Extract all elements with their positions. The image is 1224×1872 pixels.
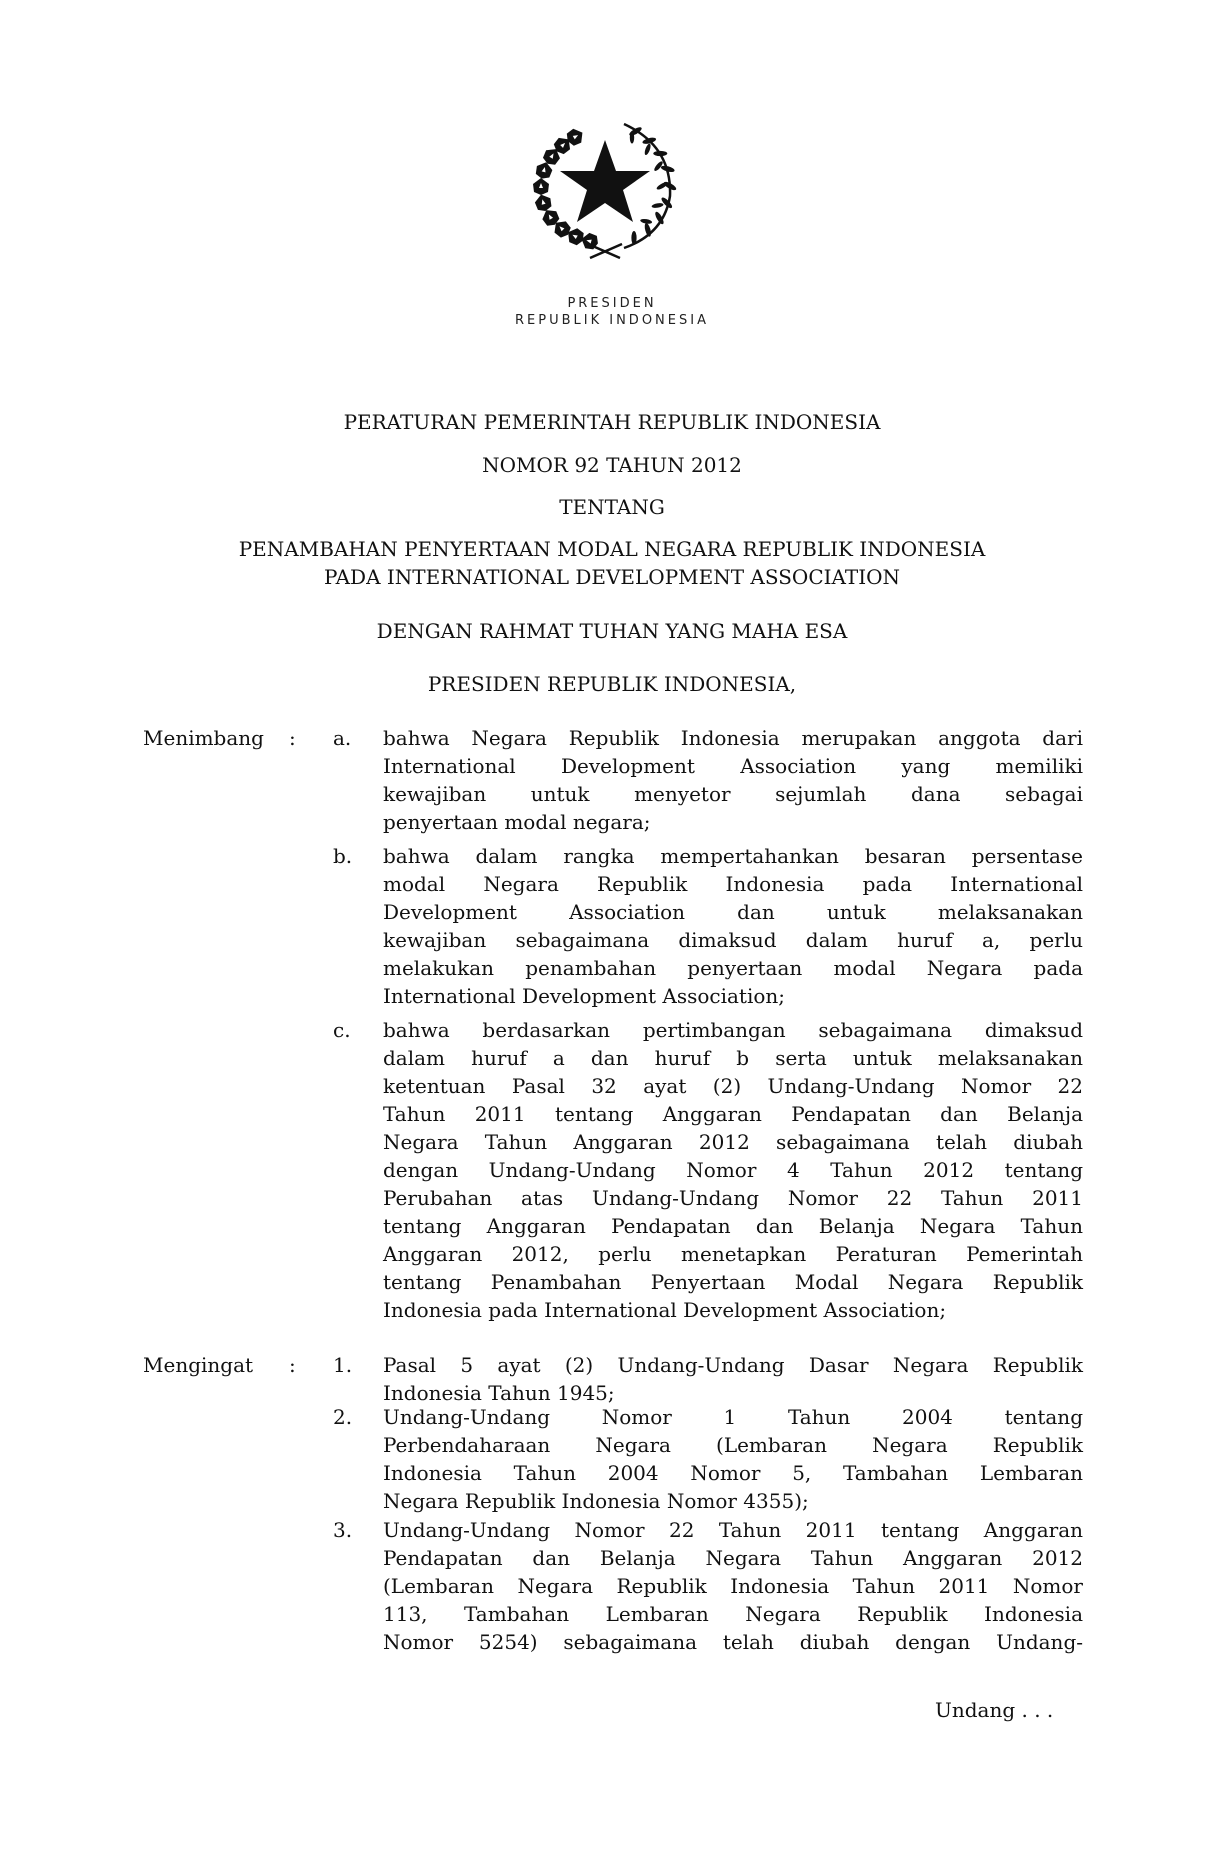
text-line: tentang Penambahan Penyertaan Modal Negara Republik [383,1270,1083,1294]
text-line: Indonesia pada International Development Association; [383,1298,947,1322]
text-line: Tahun 2011 tentang Anggaran Pendapatan dan Belanja [383,1102,1083,1126]
text-line: ketentuan Pasal 32 ayat (2) Undang-Undang Nomor 22 [383,1074,1083,1098]
issuer: PRESIDEN REPUBLIK INDONESIA, [427,672,797,696]
menimbang-item-a [383,724,1083,836]
text-line: tentang Anggaran Pendapatan dan Belanja Negara Tahun [383,1214,1083,1238]
text-line: Nomor 5254) sebagaimana telah diubah dengan Undang- [383,1630,1083,1654]
mengingat-label: Mengingat [143,1353,254,1377]
text-line: Pasal 5 ayat (2) Undang-Undang Dasar Negara Republik [383,1353,1083,1377]
menimbang-item-c-marker: c. [333,1018,351,1042]
menimbang-item-a-marker: a. [333,726,352,750]
page-continuation: Undang . . . [935,1698,1054,1722]
text-line: 113, Tambahan Lembaran Negara Republik Indonesia [383,1602,1083,1626]
text-line: dalam huruf a dan huruf b serta untuk melaksanakan [383,1046,1083,1070]
menimbang-colon: : [289,726,296,750]
text-line: Negara Tahun Anggaran 2012 sebagaimana telah diubah [383,1130,1083,1154]
regulation-number: NOMOR 92 TAHUN 2012 [482,453,742,477]
text-line: melakukan penambahan penyertaan modal Negara pada [383,956,1083,980]
text-line: Indonesia Tahun 1945; [383,1381,615,1405]
text-line: kewajiban untuk menyetor sejumlah dana sebagai [383,782,1083,806]
text-line: International Development Association; [383,984,786,1008]
text-line: bahwa dalam rangka mempertahankan besaran persentase [383,844,1083,868]
text-line: Indonesia Tahun 2004 Nomor 5, Tambahan Lembaran [383,1461,1083,1485]
text-line: Development Association dan untuk melaksanakan [383,900,1083,924]
text-line: (Lembaran Negara Republik Indonesia Tahun 2011 Nomor [383,1574,1083,1598]
mengingat-item-2 [383,1403,1083,1515]
crossed-stems-icon [588,244,622,258]
text-line: Negara Republik Indonesia Nomor 4355); [383,1489,809,1513]
text-line: Perbendaharaan Negara (Lembaran Negara Republik [383,1433,1083,1457]
letterhead-presiden: PRESIDEN [567,296,657,311]
regulation-subject-line2: PADA INTERNATIONAL DEVELOPMENT ASSOCIATION [323,565,901,589]
text-line: dengan Undang-Undang Nomor 4 Tahun 2012 tentang [383,1158,1083,1182]
text-line: bahwa Negara Republik Indonesia merupakan anggota dari [383,726,1083,750]
regulation-subject-line1: PENAMBAHAN PENYERTAAN MODAL NEGARA REPUBLIK INDONESIA [238,537,986,561]
text-line: modal Negara Republik Indonesia pada International [383,872,1083,896]
text-line: International Development Association yang memiliki [383,754,1083,778]
regulation-title: PERATURAN PEMERINTAH REPUBLIK INDONESIA [343,410,881,434]
regulation-tentang: TENTANG [559,495,665,519]
mengingat-item-1-marker: 1. [333,1353,353,1377]
text-line: Pendapatan dan Belanja Negara Tahun Anggaran 2012 [383,1546,1083,1570]
menimbang-item-b [383,842,1083,1010]
mengingat-item-3 [383,1516,1083,1656]
letterhead-republik-indonesia: REPUBLIK INDONESIA [515,313,709,328]
text-line: Anggaran 2012, perlu menetapkan Peraturan Pemerintah [383,1242,1083,1266]
star-icon [560,140,650,222]
mengingat-item-1 [383,1351,1083,1407]
text-line: Perubahan atas Undang-Undang Nomor 22 Tahun 2011 [383,1186,1083,1210]
text-line: kewajiban sebagaimana dimaksud dalam huruf a, perlu [383,928,1083,952]
presidential-emblem-icon [532,116,684,260]
menimbang-item-b-marker: b. [333,844,353,868]
mengingat-item-3-marker: 3. [333,1518,353,1542]
text-line: bahwa berdasarkan pertimbangan sebagaimana dimaksud [383,1018,1083,1042]
text-line: Undang-Undang Nomor 1 Tahun 2004 tentang [383,1405,1083,1429]
mengingat-colon: : [289,1353,296,1377]
menimbang-item-c [383,1016,1083,1324]
text-line: penyertaan modal negara; [383,810,651,834]
mengingat-item-2-marker: 2. [333,1405,353,1429]
invocation: DENGAN RAHMAT TUHAN YANG MAHA ESA [376,619,848,643]
text-line: Undang-Undang Nomor 22 Tahun 2011 tentang Anggaran [383,1518,1083,1542]
menimbang-label: Menimbang [143,726,264,750]
